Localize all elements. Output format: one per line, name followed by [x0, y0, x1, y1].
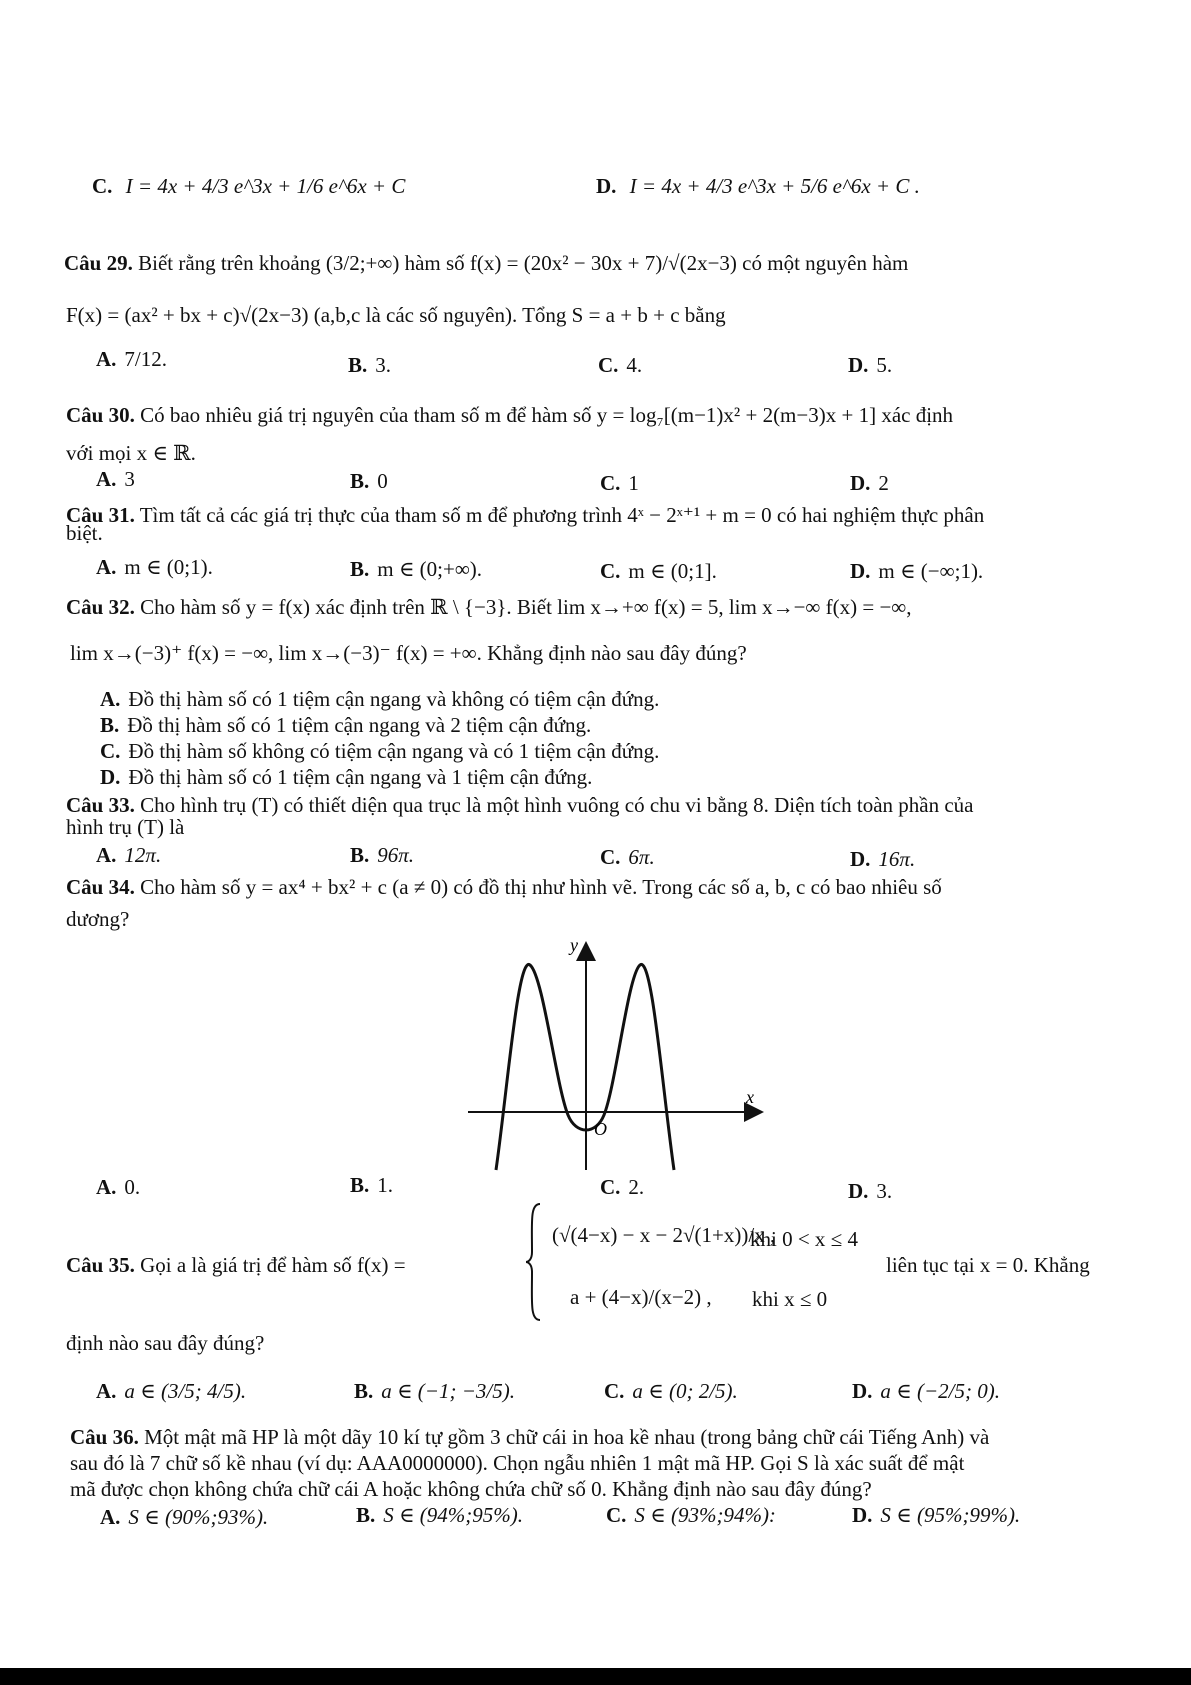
question-text: Tìm tất cả các giá trị thực của tham số m để phương trình 4ˣ − 2ˣ⁺¹ + m = 0 có hai nghiệm thực phân	[139, 503, 985, 527]
option-value: S ∈ (95%;99%).	[880, 1503, 1021, 1527]
question-text: Một mật mã HP là một dãy 10 kí tự gồm 3 chữ cái in hoa kề nhau (trong bảng chữ cái Tiếng Anh) và	[144, 1425, 990, 1449]
option-label: C.	[600, 559, 621, 583]
question-text: Cho hàm số y = f(x) xác định trên ℝ \ {−3}. Biết lim x→+∞ f(x) = 5, lim x→−∞ f(x) = −∞,	[140, 595, 912, 619]
q28-option-d	[596, 173, 920, 199]
option-value: m ∈ (−∞;1).	[878, 559, 984, 583]
option-value: Đồ thị hàm số không có tiệm cận ngang và có 1 tiệm cận đứng.	[128, 739, 660, 763]
q31-option-a	[96, 554, 213, 580]
option-label: B.	[348, 353, 368, 377]
quartic-graph	[468, 935, 768, 1175]
q30-option-b	[350, 468, 388, 494]
q29-option-a	[96, 346, 167, 372]
option-value: a ∈ (0; 2/5).	[632, 1379, 738, 1403]
option-label: D.	[100, 765, 121, 789]
question-number: Câu 34.	[66, 875, 135, 899]
q35-option-c	[604, 1378, 738, 1404]
q30-stem	[66, 402, 953, 428]
q34-option-a	[96, 1174, 140, 1200]
option-label: A.	[100, 687, 121, 711]
option-label: A.	[96, 555, 117, 579]
option-value: 96π.	[377, 843, 415, 867]
y-axis-label: y	[570, 935, 578, 955]
option-label: C.	[600, 471, 621, 495]
option-label: A.	[96, 1379, 117, 1403]
option-label: C.	[600, 845, 621, 869]
q33-option-d	[850, 846, 915, 872]
option-label: B.	[356, 1503, 376, 1527]
option-label: D.	[852, 1379, 873, 1403]
option-value: 2	[878, 471, 889, 495]
option-value: a ∈ (−2/5; 0).	[880, 1379, 1000, 1403]
q32-option-d	[100, 764, 592, 790]
option-value: 2.	[628, 1175, 645, 1199]
option-label: C.	[92, 174, 113, 198]
option-value: m ∈ (0;1].	[628, 559, 717, 583]
q36-stem-line2: sau đó là 7 chữ số kề nhau (ví dụ: AAA0000000). Chọn ngẫu nhiên 1 mật mã HP. Gọi S là xác suất để mật	[70, 1451, 965, 1475]
q36-option-b	[356, 1502, 523, 1528]
q33-stem	[66, 792, 974, 818]
q35-option-b	[354, 1378, 515, 1404]
q36-option-a	[100, 1504, 268, 1530]
option-label: D.	[850, 559, 871, 583]
q33-option-a	[96, 842, 161, 868]
option-value: 1	[628, 471, 639, 495]
q36-stem-line3: mã được chọn không chứa chữ cái A hoặc không chứa chữ số 0. Khẳng định nào sau đây đúng?	[70, 1477, 872, 1501]
option-label: C.	[600, 1175, 621, 1199]
q35-option-d	[852, 1378, 1000, 1404]
option-value: 5.	[876, 353, 893, 377]
question-number: Câu 32.	[66, 595, 135, 619]
q32-option-a	[100, 686, 659, 712]
q34-stem	[66, 874, 942, 900]
option-value: Đồ thị hàm số có 1 tiệm cận ngang và 1 tiệm cận đứng.	[128, 765, 593, 789]
q31-option-c	[600, 558, 717, 584]
option-label: A.	[96, 347, 117, 371]
q29-stem-line2: F(x) = (ax² + bx + c)√(2x−3) (a,b,c là các số nguyên). Tổng S = a + b + c bằng	[66, 303, 726, 327]
q29-option-c	[598, 352, 642, 378]
q35-piece1-cond: khi 0 < x ≤ 4	[750, 1227, 858, 1251]
question-number: Câu 31.	[66, 503, 135, 527]
q30-stem-line2: với mọi x ∈ ℝ.	[66, 441, 196, 465]
option-label: D.	[848, 1179, 869, 1203]
option-label: C.	[100, 739, 121, 763]
question-text: Cho hình trụ (T) có thiết diện qua trục là một hình vuông có chu vi bằng 8. Diện tích toàn phần của	[140, 793, 974, 817]
q36-stem	[70, 1424, 989, 1450]
option-value: 1.	[377, 1173, 394, 1197]
option-label: B.	[354, 1379, 374, 1403]
question-number: Câu 35.	[66, 1253, 135, 1277]
x-axis-label: x	[746, 1087, 754, 1107]
question-number: Câu 33.	[66, 793, 135, 817]
option-value: 0	[377, 469, 388, 493]
option-label: B.	[100, 713, 120, 737]
option-label: B.	[350, 1173, 370, 1197]
q29-option-b	[348, 352, 391, 378]
option-label: A.	[100, 1505, 121, 1529]
option-value: 4.	[626, 353, 643, 377]
option-value: 3.	[375, 353, 392, 377]
q29-option-d	[848, 352, 892, 378]
piecewise-brace	[524, 1202, 544, 1322]
q35-stem	[66, 1252, 406, 1278]
option-value: Đồ thị hàm số có 1 tiệm cận ngang và 2 tiệm cận đứng.	[127, 713, 592, 737]
option-value: a ∈ (−1; −3/5).	[381, 1379, 515, 1403]
q34-option-d	[848, 1178, 892, 1204]
q34-option-c	[600, 1174, 644, 1200]
q30-option-d	[850, 470, 889, 496]
question-text: Cho hàm số y = ax⁴ + bx² + c (a ≠ 0) có đồ thị như hình vẽ. Trong các số a, b, c có bao nhiêu số	[140, 875, 942, 899]
q35-piece2-cond: khi x ≤ 0	[752, 1287, 828, 1311]
scan-bottom-edge	[0, 1668, 1191, 1685]
option-value: S ∈ (94%;95%).	[383, 1503, 524, 1527]
option-value: S ∈ (90%;93%).	[128, 1505, 269, 1529]
option-label: B.	[350, 843, 370, 867]
q35-piece1-expr: (√(4−x) − x − 2√(1+x))/x ,	[552, 1223, 776, 1247]
option-value: m ∈ (0;+∞).	[377, 557, 483, 581]
option-value: a ∈ (3/5; 4/5).	[124, 1379, 247, 1403]
option-value: 0.	[124, 1175, 141, 1199]
option-label: D.	[852, 1503, 873, 1527]
q29-stem	[64, 250, 1144, 276]
option-label: C.	[606, 1503, 627, 1527]
option-value: 3.	[876, 1179, 893, 1203]
option-value: I = 4x + 4/3 e^3x + 5/6 e^6x + C .	[629, 174, 920, 198]
option-value: 16π.	[878, 847, 916, 871]
q33-option-c	[600, 844, 655, 870]
option-value: I = 4x + 4/3 e^3x + 1/6 e^6x + C	[125, 174, 406, 198]
q31-option-d	[850, 558, 983, 584]
option-value: 6π.	[628, 845, 655, 869]
q34-option-b	[350, 1172, 393, 1198]
option-label: C.	[604, 1379, 625, 1403]
q36-option-c	[606, 1502, 776, 1528]
origin-label: O	[594, 1119, 607, 1139]
q32-stem	[66, 594, 912, 620]
q35-stem-tail: liên tục tại x = 0. Khẳng	[886, 1253, 1090, 1277]
question-text: Gọi a là giá trị để hàm số f(x) =	[140, 1253, 406, 1277]
q31-stem-line2: biệt.	[66, 521, 103, 545]
q35-stem-line2: định nào sau đây đúng?	[66, 1331, 265, 1355]
option-label: A.	[96, 467, 117, 491]
option-label: D.	[850, 471, 871, 495]
q28-option-c	[92, 173, 405, 199]
q32-option-b	[100, 712, 591, 738]
option-label: A.	[96, 1175, 117, 1199]
q32-stem-line2: lim x→(−3)⁺ f(x) = −∞, lim x→(−3)⁻ f(x) = +∞. Khẳng định nào sau đây đúng?	[70, 641, 747, 665]
option-value: Đồ thị hàm số có 1 tiệm cận ngang và không có tiệm cận đứng.	[128, 687, 660, 711]
option-value: 3	[124, 467, 135, 491]
q31-stem	[66, 502, 984, 528]
option-label: C.	[598, 353, 619, 377]
q30-option-c	[600, 470, 639, 496]
q34-stem-line2: dương?	[66, 907, 130, 931]
option-value: S ∈ (93%;94%):	[634, 1503, 776, 1527]
q35-piece2-expr: a + (4−x)/(x−2) ,	[570, 1285, 712, 1309]
q32-option-c	[100, 738, 659, 764]
question-text: Có bao nhiêu giá trị nguyên của tham số m để hàm số y = log₇[(m−1)x² + 2(m−3)x + 1] xác định	[140, 403, 954, 427]
question-number: Câu 30.	[66, 403, 135, 427]
option-value: 12π.	[124, 843, 162, 867]
q30-option-a	[96, 466, 135, 492]
option-label: B.	[350, 469, 370, 493]
q31-option-b	[350, 556, 482, 582]
option-label: D.	[850, 847, 871, 871]
q35-option-a	[96, 1378, 246, 1404]
option-label: D.	[848, 353, 869, 377]
question-text: Biết rằng trên khoảng (3/2;+∞) hàm số f(x) = (20x² − 30x + 7)/√(2x−3) có một nguyên hàm	[138, 251, 909, 275]
question-number: Câu 29.	[64, 251, 133, 275]
option-label: D.	[596, 174, 617, 198]
option-value: m ∈ (0;1).	[124, 555, 213, 579]
option-label: A.	[96, 843, 117, 867]
question-number: Câu 36.	[70, 1425, 139, 1449]
option-value: 7/12.	[124, 347, 168, 371]
option-label: B.	[350, 557, 370, 581]
q36-option-d	[852, 1502, 1020, 1528]
q33-option-b	[350, 842, 414, 868]
q33-stem-line2: hình trụ (T) là	[66, 815, 185, 839]
